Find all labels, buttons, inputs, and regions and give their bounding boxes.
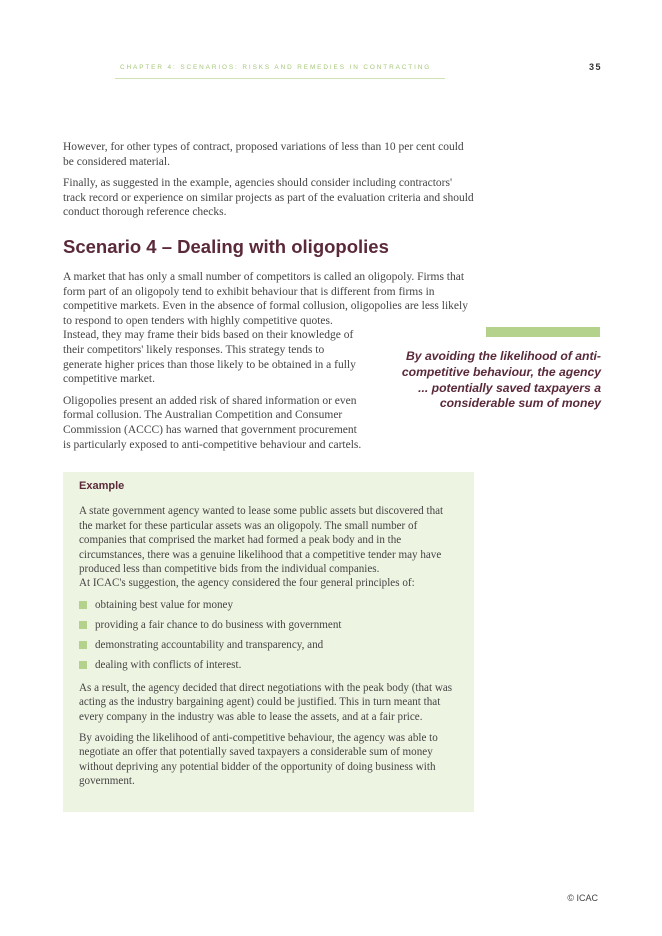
list-item: [79, 595, 456, 615]
pullquote: By avoiding the likelihood of anti-competitive behaviour, the agency ... potentially saved taxpayers a considerable sum of money: [401, 349, 601, 411]
intro-paragraph: Finally, as suggested in the example, agencies should consider including contractors' track record or experience on similar projects as part of the evaluation criteria and should conduct thorough reference checks.: [63, 177, 474, 219]
example-box: [63, 472, 474, 812]
page-number: 35: [588, 62, 602, 72]
list-item-text: demonstrating accountability and transparency, and: [95, 638, 324, 651]
list-item: [79, 655, 456, 675]
section-heading: Scenario 4 – Dealing with oligopolies: [63, 236, 389, 257]
example-paragraph: At ICAC's suggestion, the agency considered the four general principles of:: [79, 577, 415, 590]
scenario-paragraph: Oligopolies present an added risk of shared information or even formal collusion. The Australian Competition and Consumer Commission (ACCC) has warned that government procurement is particularly exposed to anti-competitive behaviour and cartels.: [63, 394, 362, 451]
bullet-square-icon: [79, 621, 87, 629]
copyright-footer: © ICAC: [567, 893, 598, 903]
intro-text: [63, 140, 475, 227]
bullet-square-icon: [79, 641, 87, 649]
scenario-paragraph: A market that has only a small number of competitors is called an oligopoly. Firms that form part of an oligopoly tend to exhibit behaviour that is different from firms in competitive markets. Even in the absence of formal collusion, oligopolies are less likely to respond to open tenders with highly competitive quotes.: [63, 271, 468, 327]
list-item: [79, 635, 456, 655]
list-item-text: providing a fair chance to do business with government: [95, 618, 342, 631]
principles-list: [79, 595, 456, 675]
list-item-text: obtaining best value for money: [95, 598, 234, 611]
running-head: CHAPTER 4: SCENARIOS: RISKS AND REMEDIES IN CONTRACTING: [120, 64, 432, 71]
bullet-square-icon: [79, 661, 87, 669]
list-item-text: dealing with conflicts of interest.: [95, 658, 242, 671]
pullquote-bar: [486, 327, 600, 337]
header-rule: [115, 78, 445, 79]
bullet-square-icon: [79, 601, 87, 609]
list-item: [79, 615, 456, 635]
example-paragraph: A state government agency wanted to lease some public assets but discovered that the market for these particular assets was an oligopoly. The small number of companies that comprised the market had formed a peak body and in the circumstances, there was a genuine likelihood that a competitive tender may have produced less than competitive bids from the individual companies.: [79, 505, 444, 576]
scenario-paragraph: Instead, they may frame their bids based on their knowledge of their competitors' likely responses. This strategy tends to generate higher prices than those likely to be obtained in a fully competitive market.: [63, 329, 356, 386]
intro-paragraph: However, for other types of contract, proposed variations of less than 10 per cent could be considered material.: [63, 141, 464, 168]
example-paragraph: As a result, the agency decided that direct negotiations with the peak body (that was acting as the industry bargaining agent) could be justified. This in turn meant that every company in the industry was able to lease the assets, and at a fair price.: [79, 681, 453, 723]
example-paragraph: By avoiding the likelihood of anti-competitive behaviour, the agency was able to negotiate an offer that potentially saved taxpayers a considerable sum of money without depriving any potential bidder of the opportunity of doing business with government.: [79, 732, 438, 788]
example-title: Example: [79, 480, 125, 492]
